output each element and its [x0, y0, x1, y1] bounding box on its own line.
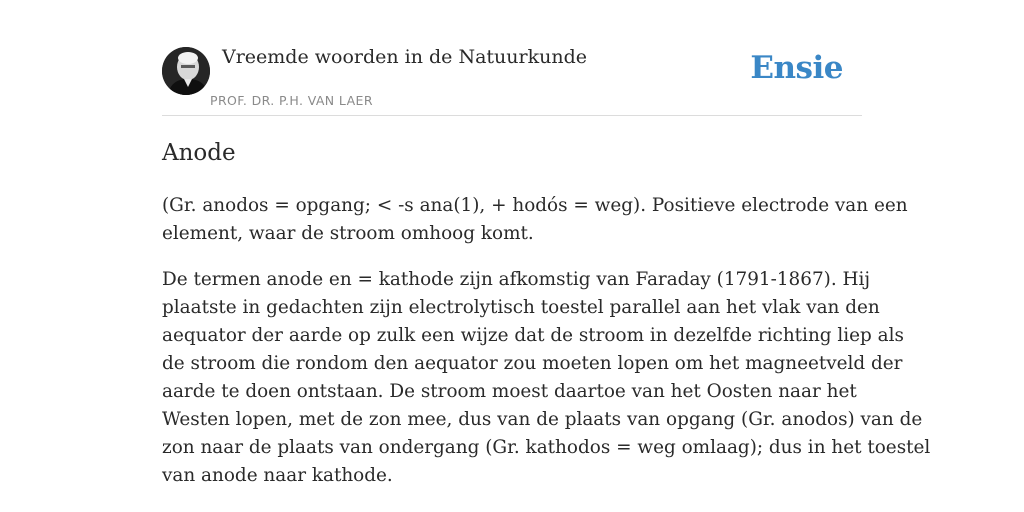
paragraph-line: zon naar de plaats van ondergang (Gr. kathodos = weg omlaag); dus in het toestel	[162, 437, 931, 458]
author-avatar[interactable]	[162, 47, 210, 95]
entry-title: Anode	[162, 140, 236, 166]
paragraph-line: de stroom die rondom den aequator zou moeten lopen om het magneetveld der	[162, 353, 903, 374]
paragraph-line: plaatste in gedachten zijn electrolytisch toestel parallel aan het vlak van den	[162, 297, 880, 318]
book-title-link[interactable]: Vreemde woorden in de Natuurkunde	[222, 46, 587, 68]
author-portrait-image	[162, 47, 210, 95]
entry-body	[162, 192, 931, 508]
paragraph-line: De termen anode en = kathode zijn afkomstig van Faraday (1791-1867). Hij	[162, 269, 871, 290]
entry-header	[162, 44, 862, 116]
paragraph-line: van anode naar kathode.	[162, 465, 393, 486]
paragraph-line: element, waar de stroom omhoog komt.	[162, 223, 534, 244]
author-name[interactable]: PROF. DR. P.H. VAN LAER	[210, 93, 373, 108]
paragraph-line: aequator der aarde op zulk een wijze dat de stroom in dezelfde richting liep als	[162, 325, 904, 346]
paragraph-line: aarde te doen ontstaan. De stroom moest daartoe van het Oosten naar het	[162, 381, 857, 402]
paragraph-1	[162, 192, 908, 248]
ensie-logo[interactable]: Ensie	[750, 50, 843, 86]
paragraph-line: (Gr. anodos = opgang; < -s ana(1), + hodós = weg). Positieve electrode van een	[162, 195, 908, 216]
paragraph-line: Westen lopen, met de zon mee, dus van de plaats van opgang (Gr. anodos) van de	[162, 409, 923, 430]
paragraph-2	[162, 266, 931, 490]
